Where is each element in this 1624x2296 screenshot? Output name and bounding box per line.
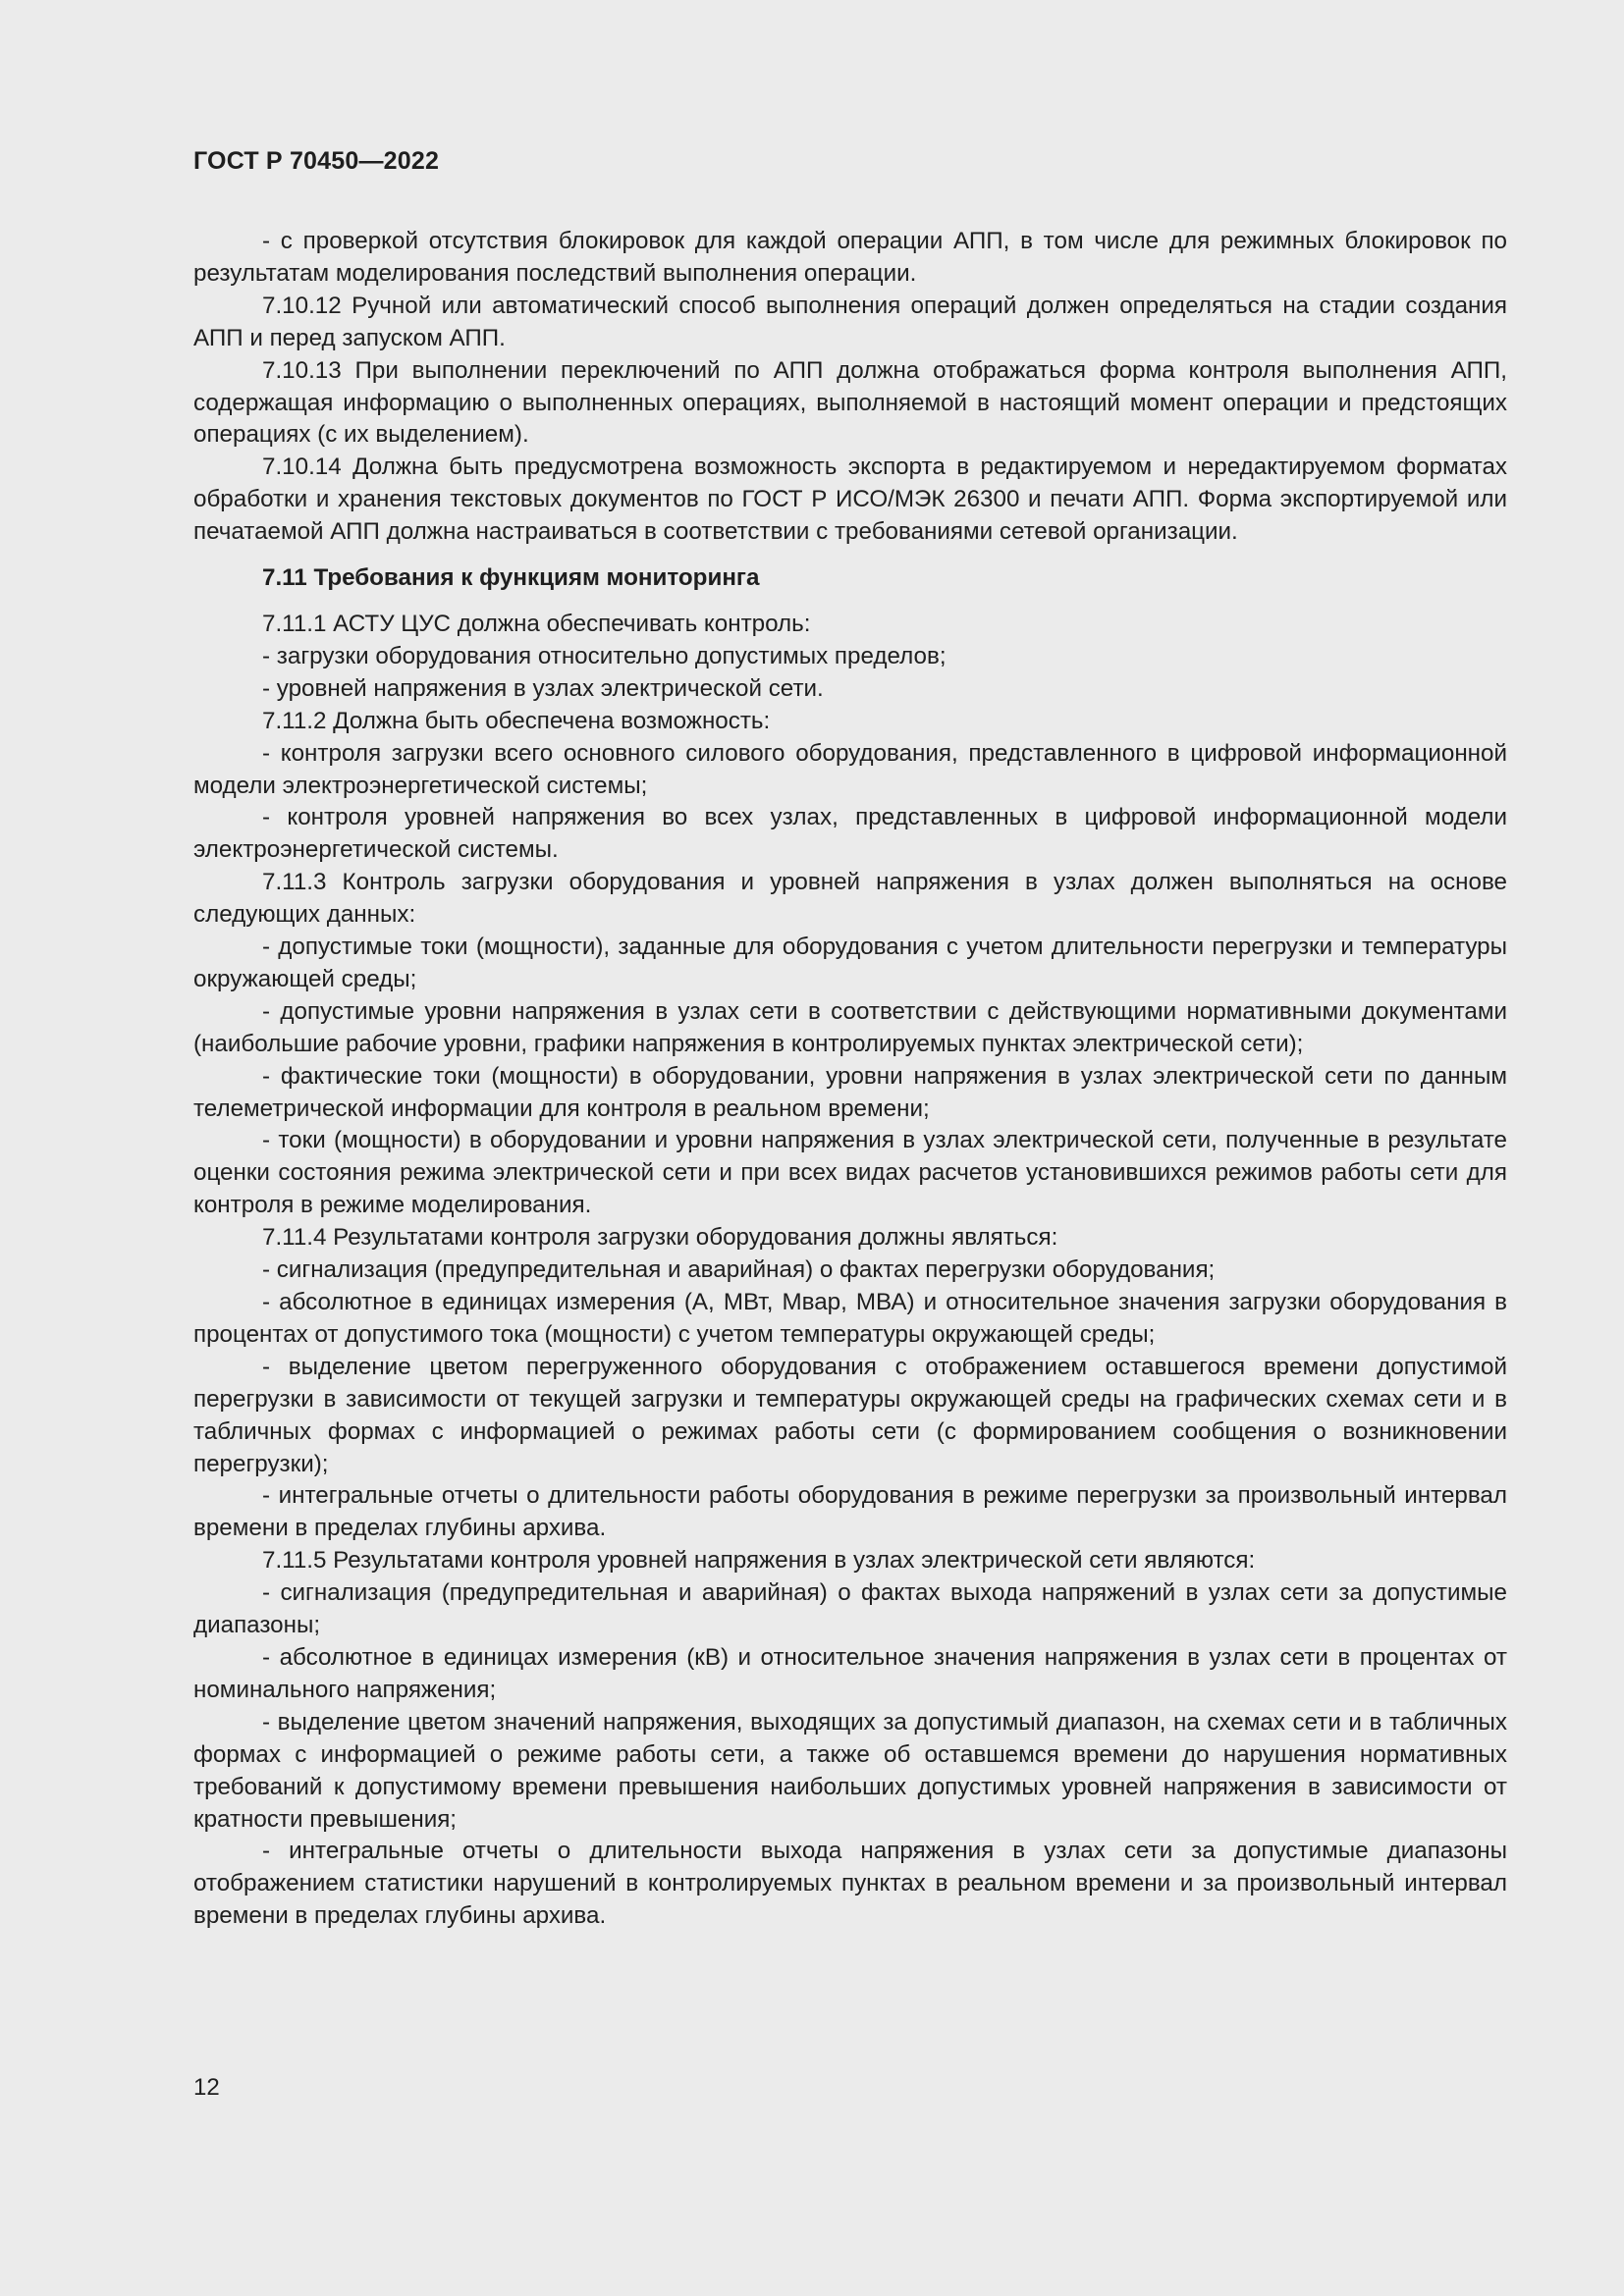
list-item: - токи (мощности) в оборудовании и уровни напряжения в узлах электрической сети, полученные в результате оценки состояния режима электрической сети и при всех видах расчетов установившихся режимов работы сети для контроля в режиме моделирования. <box>193 1127 1507 1219</box>
paragraph: 7.10.13 При выполнении переключений по АПП должна отображаться форма контроля выполнения АПП, содержащая информацию о выполненных операциях, выполняемой в настоящий момент операции и предстоящих операциях (с их выделением). <box>193 356 1507 449</box>
paragraph: 7.11.2 Должна быть обеспечена возможность: <box>262 707 771 734</box>
list-item: - выделение цветом значений напряжения, выходящих за допустимый диапазон, на схемах сети и в табличных формах с информацией о режиме работы сети, а также об оставшемся времени до нарушения нормативных требований к допустимому времени превышения наибольших допустимых уровней напряжения в зависимости от кратности превышения; <box>193 1708 1507 1833</box>
list-item: - допустимые уровни напряжения в узлах сети в соответствии с действующими нормативными документами (наибольшие рабочие уровни, графики напряжения в контролируемых пунктах электрической сети); <box>193 997 1507 1057</box>
paragraph: 7.10.12 Ручной или автоматический способ выполнения операций должен определяться на стадии создания АПП и перед запуском АПП. <box>193 292 1507 351</box>
list-item: - сигнализация (предупредительная и аварийная) о фактах перегрузки оборудования; <box>262 1256 1216 1284</box>
section-heading: 7.11 Требования к функциям мониторинга <box>262 564 760 592</box>
list-item: - контроля уровней напряжения во всех узлах, представленных в цифровой информационной модели электроэнергетической системы. <box>193 804 1507 864</box>
page-number: 12 <box>193 2074 220 2101</box>
paragraph: 7.11.1 АСТУ ЦУС должна обеспечивать контроль: <box>262 610 811 637</box>
paragraph: 7.11.5 Результатами контроля уровней напряжения в узлах электрической сети являются: <box>262 1547 1256 1575</box>
list-item: - интегральные отчеты о длительности выхода напряжения в узлах сети за допустимые диапазоны отображением статистики нарушений в контролируемых пунктах в реальном времени и за произвольный интервал времени в пределах глубины архива. <box>193 1838 1507 1930</box>
list-item: - абсолютное в единицах измерения (кВ) и относительное значения напряжения в узлах сети в процентах от номинального напряжения; <box>193 1643 1507 1703</box>
paragraph: 7.11.3 Контроль загрузки оборудования и уровней напряжения в узлах должен выполняться на основе следующих данных: <box>193 869 1507 929</box>
list-item: - загрузки оборудования относительно допустимых пределов; <box>262 642 947 669</box>
list-item: - сигнализация (предупредительная и аварийная) о фактах выхода напряжений в узлах сети за допустимые диапазоны; <box>193 1579 1507 1639</box>
paragraph: 7.10.14 Должна быть предусмотрена возможность экспорта в редактируемом и нередактируемом форматах обработки и хранения текстовых документов по ГОСТ Р ИСО/МЭК 26300 и печати АПП. Форма экспортируемой или печатаемой АПП должна настраиваться в соответствии с требованиями сетевой организации. <box>193 454 1507 546</box>
list-item: - выделение цветом перегруженного оборудования с отображением оставшегося времени допустимой перегрузки в зависимости от текущей загрузки и температуры окружающей среды на графических схемах сети и в табличных формах с информацией о режимах работы сети (с формированием сообщения о возникновении перегрузки); <box>193 1353 1507 1477</box>
list-item: - абсолютное в единицах измерения (А, МВт, Мвар, МВА) и относительное значения загрузки оборудования в процентах от допустимого тока (мощности) с учетом температуры окружающей среды; <box>193 1289 1507 1348</box>
list-item: - уровней напряжения в узлах электрической сети. <box>262 674 824 702</box>
list-item: - допустимые токи (мощности), заданные для оборудования с учетом длительности перегрузки и температуры окружающей среды; <box>193 934 1507 992</box>
document-code-header: ГОСТ Р 70450—2022 <box>193 147 440 175</box>
list-item: - фактические токи (мощности) в оборудовании, уровни напряжения в узлах электрической сети по данным телеметрической информации для контроля в реальном времени; <box>193 1062 1507 1122</box>
list-item: - контроля загрузки всего основного силового оборудования, представленного в цифровой информационной модели электроэнергетической системы; <box>193 739 1507 799</box>
list-item: - интегральные отчеты о длительности работы оборудования в режиме перегрузки за произвольный интервал времени в пределах глубины архива. <box>193 1482 1507 1542</box>
page-content <box>193 226 1507 1933</box>
paragraph: 7.11.4 Результатами контроля загрузки оборудования должны являться: <box>262 1224 1058 1252</box>
paragraph: - с проверкой отсутствия блокировок для каждой операции АПП, в том числе для режимных блокировок по результатам моделирования последствий выполнения операции. <box>193 228 1507 287</box>
